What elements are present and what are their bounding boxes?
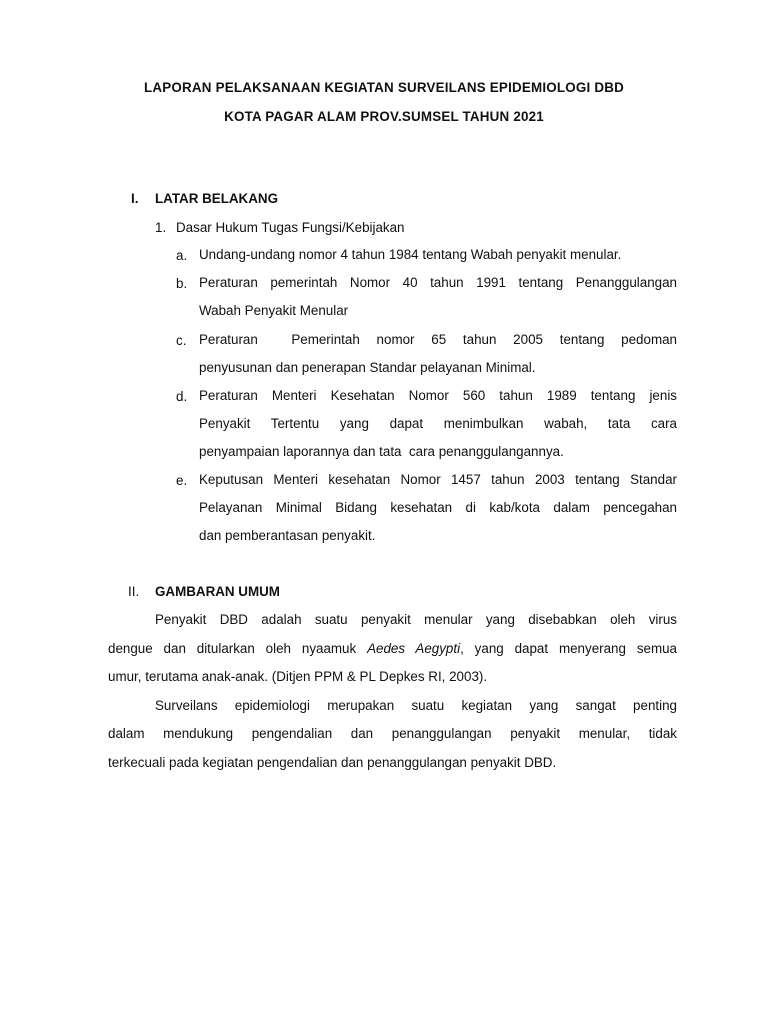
paragraph-line: terkecuali pada kegiatan pengendalian dan penanggulangan penyakit DBD. — [108, 754, 557, 770]
law-item-line: penyusunan dan penerapan Standar pelayanan Minimal. — [199, 360, 536, 375]
law-item-line: penyampaian laporannya dan tata cara penanggulangannya. — [199, 444, 564, 459]
law-item-text — [199, 466, 677, 550]
law-item-line: Keputusan Menteri kesehatan Nomor 1457 tahun 2003 tentang Standar — [199, 472, 677, 487]
law-item-line: Peraturan Pemerintah nomor 65 tahun 2005 tentang pedoman — [199, 332, 677, 347]
law-item-line: Undang-undang nomor 4 tahun 1984 tentang Wabah penyakit menular. — [199, 247, 622, 262]
subsection-heading: Dasar Hukum Tugas Fungsi/Kebijakan — [176, 220, 405, 235]
section-1-number: I. — [131, 191, 139, 206]
law-item-text — [199, 269, 677, 325]
paragraph-line: dalam mendukung pengendalian dan penanggulangan penyakit menular, tidak — [108, 726, 677, 741]
law-item-line: Pelayanan Minimal Bidang kesehatan di kab/kota dalam pencegahan — [199, 500, 677, 515]
law-item-text — [199, 382, 677, 466]
species-name: Aedes Aegypti — [367, 640, 461, 656]
law-item-letter: b. — [176, 276, 188, 291]
paragraph-line: Surveilans epidemiologi merupakan suatu kegiatan yang sangat penting — [155, 697, 677, 713]
document-title-line-1: LAPORAN PELAKSANAAN KEGIATAN SURVEILANS EPIDEMIOLOGI DBD — [144, 80, 624, 95]
law-item-line: Penyakit Tertentu yang dapat menimbulkan wabah, tata cara — [199, 416, 677, 431]
law-item-text — [199, 241, 677, 269]
law-item-text — [199, 326, 677, 382]
paragraph-line — [108, 635, 677, 664]
section-1-heading: LATAR BELAKANG — [155, 191, 278, 206]
law-item-line: Wabah Penyakit Menular — [199, 303, 349, 318]
paragraph-text: dengue dan ditularkan oleh nyaamuk — [108, 640, 368, 656]
law-item-line: Peraturan pemerintah Nomor 40 tahun 1991 tentang Penanggulangan — [199, 275, 677, 290]
paragraph-line: Penyakit DBD adalah suatu penyakit menular yang disebabkan oleh virus — [155, 612, 677, 627]
law-item-letter: d. — [176, 389, 188, 404]
law-item-line: Peraturan Menteri Kesehatan Nomor 560 tahun 1989 tentang jenis — [199, 388, 677, 403]
law-item-letter: a. — [176, 248, 188, 263]
section-2-heading: GAMBARAN UMUM — [155, 584, 280, 599]
law-item-line: dan pemberantasan penyakit. — [199, 528, 376, 543]
subsection-number: 1. — [155, 220, 167, 235]
paragraph-line: umur, terutama anak-anak. (Ditjen PPM & PL Depkes RI, 2003). — [108, 669, 488, 684]
paragraph-2 — [108, 663, 677, 777]
law-item-letter: e. — [176, 473, 188, 488]
paragraph-text: , yang dapat menyerang semua — [460, 640, 678, 656]
section-2-number: II. — [128, 584, 140, 599]
law-item-letter: c. — [176, 333, 187, 348]
document-title-line-2: KOTA PAGAR ALAM PROV.SUMSEL TAHUN 2021 — [224, 109, 544, 124]
